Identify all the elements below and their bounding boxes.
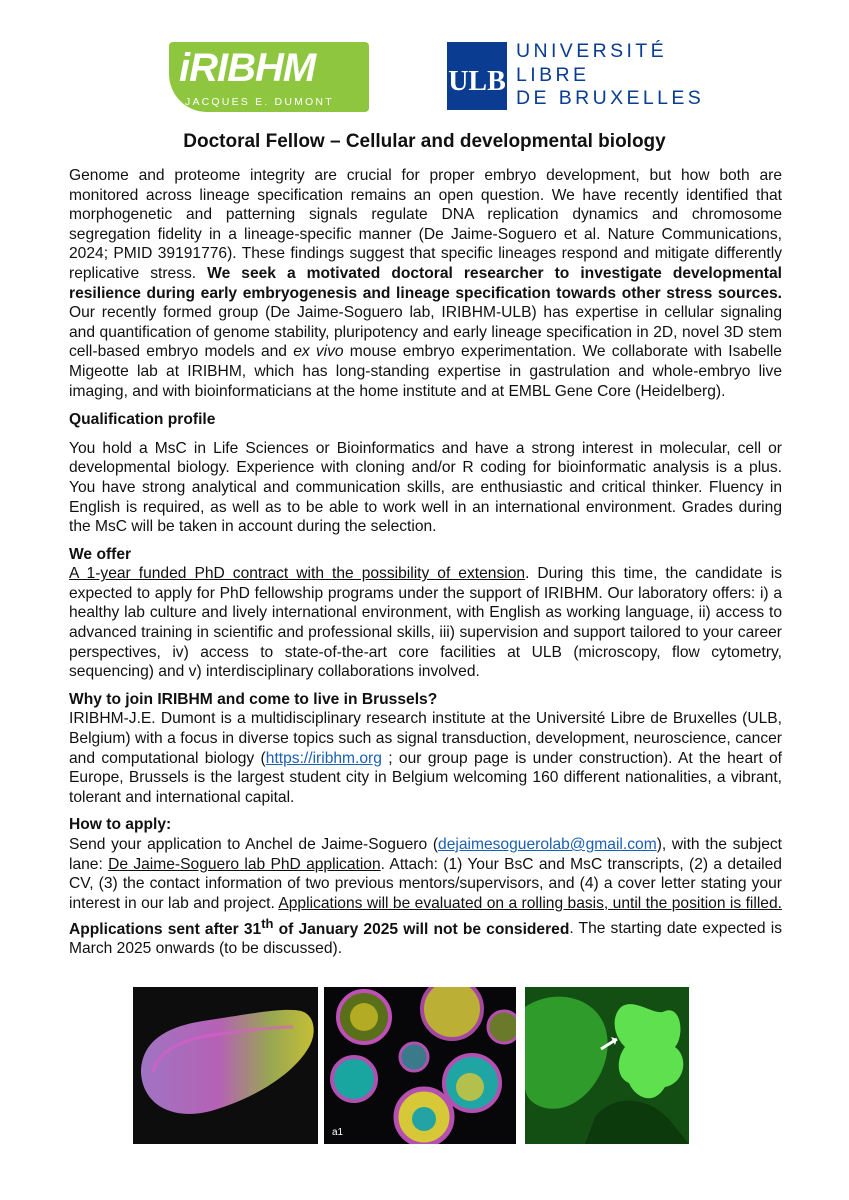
apply-paragraph: Send your application to Anchel de Jaime-Soguero (dejaimesoguerolab@gmail.com), with the subject lane: De Jaime-Soguero lab PhD application. Attach: (1) Your BsC and MsC transcripts, (2) a detailed CV, (3) the contact information of two previous mentors/supervisors, and (4) a cover letter stating your interest in our lab and project. Applications will be evaluated on a rolling basis, until the position is filled. Applications sent after 31th of January 2025 will not be considered. The starting date expected is March 2025 onwards (to be discussed).	[69, 836, 783, 958]
embryo-microscopy-image-1	[133, 987, 318, 1144]
qualification-heading: Qualification profile	[69, 411, 216, 429]
offer-paragraph: A 1-year funded PhD contract with the possibility of extension. During this time, the candidate is expected to apply for PhD fellowship programs under the support of IRIBHM. Our laboratory offers: i) a healthy lab culture and lively international environment, with English as working language, ii) access to advanced training in scientific and professional skills, iii) supervision and support tailored to your career perspectives, iv) access to state-of-the-art core facilities at ULB (microscopy, flow cytometry, sequencing) and v) interdisciplinary collaborations involved.	[69, 565, 782, 681]
microscopy-images	[133, 987, 691, 1144]
iribhm-logo	[169, 42, 369, 112]
intro-paragraph: Genome and proteome integrity are crucial for proper embryo development, but how both are monitored across lineage specification remains an open question. We have recently identified that morphogenetic and patterning signals regulate DNA replication dynamics and chromosome segregation fidelity in a lineage-specific manner (De Jaime-Soguero et al. Nature Communications, 2024; PMID 39191776). These findings suggest that specific lineages respond and mitigate differently replicative stress. We seek a motivated doctoral researcher to investigate developmental resilience during early embryogenesis and lineage specification towards other stress sources. Our recently formed group (De Jaime-Soguero lab, IRIBHM-ULB) has expertise in cellular signaling and quantification of genome stability, pluripotency and early lineage specification in 2D, novel 3D stem cell-based embryo models and ex vivo mouse embryo experimentation. We collaborate with Isabelle Migeotte lab at IRIBHM, which has long-standing expertise in gastrulation and whole-embryo live imaging, and with bioinformaticians at the home institute and at EMBL Gene Core (Heidelberg).	[69, 167, 782, 400]
iribhm-website-link[interactable]: https://iribhm.org	[265, 749, 382, 767]
ulb-logo-mark: ULB	[447, 42, 507, 110]
offer-heading: We offer	[69, 545, 132, 563]
logo-bar	[0, 40, 849, 112]
page-title: Doctoral Fellow – Cellular and developmental biology	[183, 131, 666, 152]
iribhm-logo-wordmark: iRIBHM	[179, 46, 316, 90]
ulb-logo-text: UNIVERSITÉ LIBRE DE BRUXELLES	[516, 40, 705, 109]
document-body	[69, 166, 782, 959]
embryo-microscopy-image-2	[324, 987, 516, 1144]
embryo-microscopy-image-3	[525, 987, 689, 1144]
iribhm-logo-subtitle: JACQUES E. DUMONT	[185, 96, 334, 108]
why-heading: Why to join IRIBHM and come to live in Brussels?	[69, 690, 438, 708]
image-2-label: a1	[332, 1127, 344, 1138]
apply-heading: How to apply:	[69, 816, 172, 834]
qualification-paragraph: You hold a MsC in Life Sciences or Bioinformatics and have a strong interest in molecular, cell or developmental biology. Experience with cloning and/or R coding for bioinformatic analysis is a plus. You have strong analytical and communication skills, are enthusiastic and critical thinker. Fluency in English is required, as well as to be able to work well in an international environment. Grades during the MsC will be taken in account during the selection.	[69, 439, 782, 536]
why-paragraph: IRIBHM-J.E. Dumont is a multidisciplinary research institute at the Université Libre de Bruxelles (ULB, Belgium) with a focus in diverse topics such as signal transduction, development, neuroscience, cancer and computational biology (https://iribhm.org ; our group page is under construction). At the heart of Europe, Brussels is the largest student city in Belgium welcoming 160 different nationalities, a vibrant, tolerant and international capital.	[69, 710, 782, 806]
email-link[interactable]: dejaimesoguerolab@gmail.com	[438, 836, 657, 853]
